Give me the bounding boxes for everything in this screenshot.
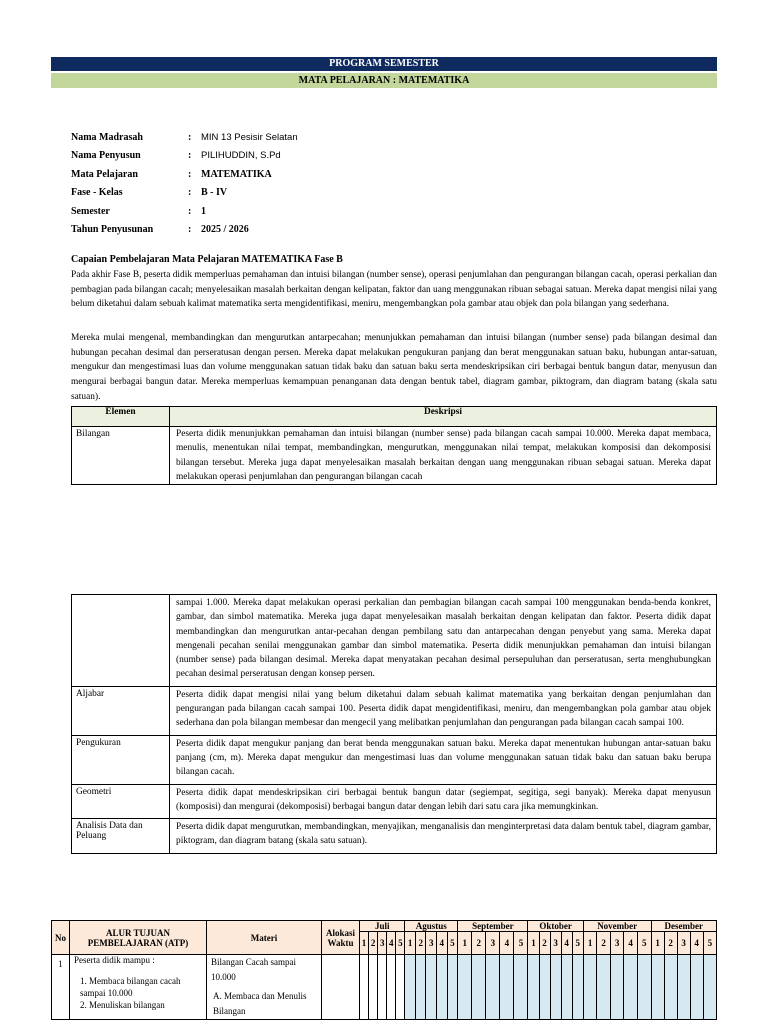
schedule-cell[interactable] (472, 955, 486, 1020)
elemen-cell: Analisis Data dan Peluang (72, 819, 170, 854)
schedule-cell[interactable] (597, 955, 611, 1020)
schedule-cell[interactable] (486, 955, 500, 1020)
month-header-september: September (458, 921, 528, 932)
schedule-cell[interactable] (396, 955, 405, 1020)
elemen-cell (72, 595, 170, 687)
info-value: PILIHUDDIN, S.Pd (201, 150, 281, 162)
atp-no-cell: 1 (52, 955, 70, 1020)
schedule-cell[interactable] (360, 955, 369, 1020)
table-header-row (72, 407, 717, 427)
week-header-cell: 2 (539, 932, 550, 955)
week-header-cell: 2 (472, 932, 486, 955)
schedule-cell[interactable] (514, 955, 528, 1020)
week-header-cell: 5 (514, 932, 528, 955)
week-header-cell: 4 (624, 932, 638, 955)
info-row-penyusun (71, 147, 298, 166)
info-value: MIN 13 Pesisir Selatan (201, 131, 298, 143)
schedule-cell[interactable] (624, 955, 638, 1020)
week-header-cell: 3 (486, 932, 500, 955)
atp-header-row (52, 921, 717, 932)
month-header-agustus: Agustus (405, 921, 458, 932)
info-value: 1 (201, 205, 206, 217)
document-subtitle: MATA PELAJARAN : MATEMATIKA (298, 75, 470, 86)
deskripsi-cell: Peserta didik dapat mengukur panjang dan berat benda menggunakan satuan baku. Mereka dapat menentukan hubungan antar-satuan baku panjang (cm, m). Mereka dapat mengukur dan mengestimasi luas dan volume menggunakan satuan tidak baku dan satuan baku berupa bilangan cacah. (170, 735, 717, 784)
week-header-cell: 1 (360, 932, 369, 955)
info-colon: : (188, 168, 192, 180)
schedule-cell[interactable] (550, 955, 561, 1020)
schedule-cell[interactable] (651, 955, 664, 1020)
schedule-cell[interactable] (387, 955, 396, 1020)
month-header-desember: Desember (651, 921, 716, 932)
week-header-cell: 5 (572, 932, 583, 955)
week-header-cell: 3 (378, 932, 387, 955)
document-title: PROGRAM SEMESTER (329, 58, 439, 69)
table-row (72, 427, 717, 485)
info-label: Nama Penyusun (71, 150, 141, 162)
week-header-cell: 1 (583, 932, 597, 955)
info-row-madrasah (71, 128, 298, 147)
schedule-cell[interactable] (610, 955, 624, 1020)
atp-content-cell (70, 955, 207, 1020)
capaian-paragraph-2: Mereka mulai mengenal, membandingkan dan mengurutkan antarpecahan; menunjukkan pemahaman dan intuisi bilangan (number sense) pada bilangan desimal dan hubungan pecahan desimal dan perseratusan dengan persen. Mereka dapat melakukan pengukuran panjang dan berat menggunakan satuan baku, hubungan antar-satuan, mengukur dan mengestimasi luas dan volume menggunakan satuan tidak baku dan satuan baku serta mendeskripsikan ciri berbagai bentuk bangun datar, menyusun dan mengurai berbagai bangun datar. Mereka memperluas kemampuan penanganan data dengan bentuk tabel, diagram gambar, piktogram, dan diagram batang (skala satu satuan). (71, 333, 717, 402)
info-colon: : (188, 205, 192, 217)
atp-intro: Peserta didik mampu : (74, 955, 155, 965)
schedule-cell[interactable] (572, 955, 583, 1020)
table-row (72, 735, 717, 784)
deskripsi-cell: sampai 1.000. Mereka dapat melakukan operasi perkalian dan pembagian bilangan cacah sampai 100 menggunakan benda-benda konkret, gambar, dan simbol matematika. Mereka juga dapat menyelesaikan masalah berkaitan dengan kelipatan dan faktor. Peserta didik dapat membandingkan dan mengurutkan antar-pecahan dengan pembilang satu dan antarpecahan dengan penyebut yang sama. Mereka dapat mengenali pecahan senilai menggunakan gambar dan simbol matematika. Peserta didik menunjukkan pemahaman dan intuisi bilangan (number sense) pada bilangan desimal. Mereka dapat menyatakan pecahan desimal persepuluhan dan perseratusan, serta menghubungkan pecahan desimal perseratusan dengan konsep persen. (170, 595, 717, 687)
week-header-cell: 1 (528, 932, 539, 955)
capaian-paragraph-1: Pada akhir Fase B, peserta didik memperluas pemahaman dan intuisi bilangan (number sense), operasi penjumlahan dan pengurangan bilangan cacah, operasi perkalian dan pembagian pada bilangan cacah; menyelesaikan masalah berkaitan dengan kelipatan, faktor dan uang menggunakan ribuan sebagai satuan. Mereka dapat mengisi nilai yang belum diketahui dalam sebuah kalimat matematika serta mengidentifikasi, meniru, mengembangkan pola gambar atau objek dan pola bilangan yang sederhana. (71, 270, 717, 310)
elemen-table (71, 406, 717, 485)
info-label: Tahun Penyusunan (71, 224, 154, 236)
info-colon: : (188, 150, 192, 162)
column-header-atp: ALUR TUJUAN PEMBELAJARAN (ATP) (70, 921, 207, 955)
schedule-cell[interactable] (447, 955, 458, 1020)
info-label: Semester (71, 205, 110, 217)
info-value: B - IV (201, 187, 228, 199)
month-header-oktober: Oktober (528, 921, 583, 932)
week-header-cell: 4 (437, 932, 448, 955)
column-header-no: No (52, 921, 70, 955)
month-header-juli: Juli (360, 921, 405, 932)
program-semester-banner (51, 57, 717, 71)
mata-pelajaran-banner (51, 73, 717, 88)
schedule-cell[interactable] (437, 955, 448, 1020)
schedule-cell[interactable] (500, 955, 514, 1020)
week-header-cell: 1 (458, 932, 472, 955)
week-header-cell: 3 (677, 932, 690, 955)
materi-cell (207, 955, 322, 1020)
schedule-cell[interactable] (637, 955, 651, 1020)
week-header-cell: 5 (396, 932, 405, 955)
week-header-cell: 4 (690, 932, 703, 955)
elemen-cell: Pengukuran (72, 735, 170, 784)
info-row-fase (71, 184, 298, 203)
schedule-cell[interactable] (369, 955, 378, 1020)
elemen-cell: Aljabar (72, 686, 170, 735)
schedule-cell[interactable] (426, 955, 437, 1020)
column-header-deskripsi: Deskripsi (170, 407, 717, 427)
schedule-cell[interactable] (690, 955, 703, 1020)
table-row (72, 595, 717, 687)
column-header-materi: Materi (207, 921, 322, 955)
info-label: Fase - Kelas (71, 187, 123, 199)
month-header-november: November (583, 921, 651, 932)
schedule-cell[interactable] (528, 955, 539, 1020)
deskripsi-cell: Peserta didik dapat mengisi nilai yang belum diketahui dalam sebuah kalimat matematika yang berkaitan dengan penjumlahan dan pengurangan pada bilangan cacah sampai 100. Peserta didik dapat mengidentifikasi, meniru, dan mengembangkan pola gambar atau objek sederhana dan pola bilangan membesar dan mengecil yang melibatkan penjumlahan dan pengurangan pada bilangan cacah sampai 100. (170, 686, 717, 735)
week-header-cell: 2 (415, 932, 426, 955)
atp-item: 2. Menuliskan bilangan (80, 1000, 165, 1010)
week-header-cell: 5 (447, 932, 458, 955)
atp-table (51, 920, 717, 1020)
info-colon: : (188, 224, 192, 236)
table-row (72, 686, 717, 735)
schedule-cell[interactable] (378, 955, 387, 1020)
week-header-cell: 4 (387, 932, 396, 955)
elemen-cell: Bilangan (72, 427, 170, 485)
schedule-cell[interactable] (458, 955, 472, 1020)
info-row-mapel (71, 165, 298, 184)
info-colon: : (188, 131, 192, 143)
week-header-cell: 2 (597, 932, 611, 955)
info-label: Mata Pelajaran (71, 168, 138, 180)
deskripsi-cell: Peserta didik dapat mengurutkan, membandingkan, menyajikan, menganalisis dan menginterpretasi data dalam bentuk tabel, diagram gambar, piktogram, dan diagram batang (skala satu satuan). (170, 819, 717, 854)
schedule-cell[interactable] (539, 955, 550, 1020)
week-header-cell: 3 (610, 932, 624, 955)
column-header-elemen: Elemen (72, 407, 170, 427)
elemen-cell: Geometri (72, 784, 170, 819)
info-value: 2025 / 2026 (201, 224, 249, 236)
atp-row (52, 955, 717, 1020)
week-header-cell: 5 (637, 932, 651, 955)
week-header-cell: 1 (405, 932, 416, 955)
materi-text: A. Membaca dan Menulis Bilangan (213, 991, 307, 1016)
schedule-cell[interactable] (583, 955, 597, 1020)
week-header-cell: 3 (550, 932, 561, 955)
schedule-cell[interactable] (415, 955, 426, 1020)
week-header-cell: 4 (500, 932, 514, 955)
materi-text: Bilangan Cacah sampai 10.000 (211, 957, 296, 982)
info-row-semester (71, 202, 298, 221)
deskripsi-cell: Peserta didik dapat mendeskripsikan ciri berbagai bentuk bangun datar (segiempat, segitiga, segi banyak). Mereka dapat menyusun (komposisi) dan mengurai (dekomposisi) berbagai bangun datar dengan lebih dari satu cara jika memungkinkan. (170, 784, 717, 819)
identity-block (71, 128, 298, 239)
schedule-cell[interactable] (405, 955, 416, 1020)
week-header-cell: 2 (369, 932, 378, 955)
info-colon: : (188, 187, 192, 199)
info-value: MATEMATIKA (201, 168, 272, 180)
elemen-table-continued (71, 594, 717, 854)
schedule-cell[interactable] (561, 955, 572, 1020)
capaian-title: Capaian Pembelajaran Mata Pelajaran MATEMATIKA Fase B (71, 254, 343, 265)
schedule-cell[interactable] (664, 955, 677, 1020)
table-row (72, 784, 717, 819)
schedule-cell[interactable] (703, 955, 716, 1020)
week-header-cell: 1 (651, 932, 664, 955)
alokasi-cell (322, 955, 360, 1020)
atp-item: 1. Membaca bilangan cacah sampai 10.000 (80, 976, 181, 998)
week-header-cell: 2 (664, 932, 677, 955)
deskripsi-cell (170, 427, 717, 485)
week-header-cell: 3 (426, 932, 437, 955)
week-header-cell: 5 (703, 932, 716, 955)
deskripsi-text: Peserta didik menunjukkan pemahaman dan intuisi bilangan (number sense) pada bilangan cacah sampai 10.000. Mereka dapat membaca, menulis, menentukan nilai tempat, membandingkan, mengurutkan, menggunakan nilai tempat, melakukan komposisi dan dekomposisi bilangan tersebut. Mereka juga dapat menyelesaikan masalah berkaitan dengan uang menggunakan ribuan sebagai satuan. Mereka dapat melakukan operasi penjumlahan dan pengurangan bilangan cacah (176, 429, 711, 482)
info-label: Nama Madrasah (71, 131, 143, 143)
schedule-cell[interactable] (677, 955, 690, 1020)
table-row (72, 819, 717, 854)
week-header-cell: 4 (561, 932, 572, 955)
info-row-tahun (71, 221, 298, 240)
column-header-alokasi: Alokasi Waktu (322, 921, 360, 955)
